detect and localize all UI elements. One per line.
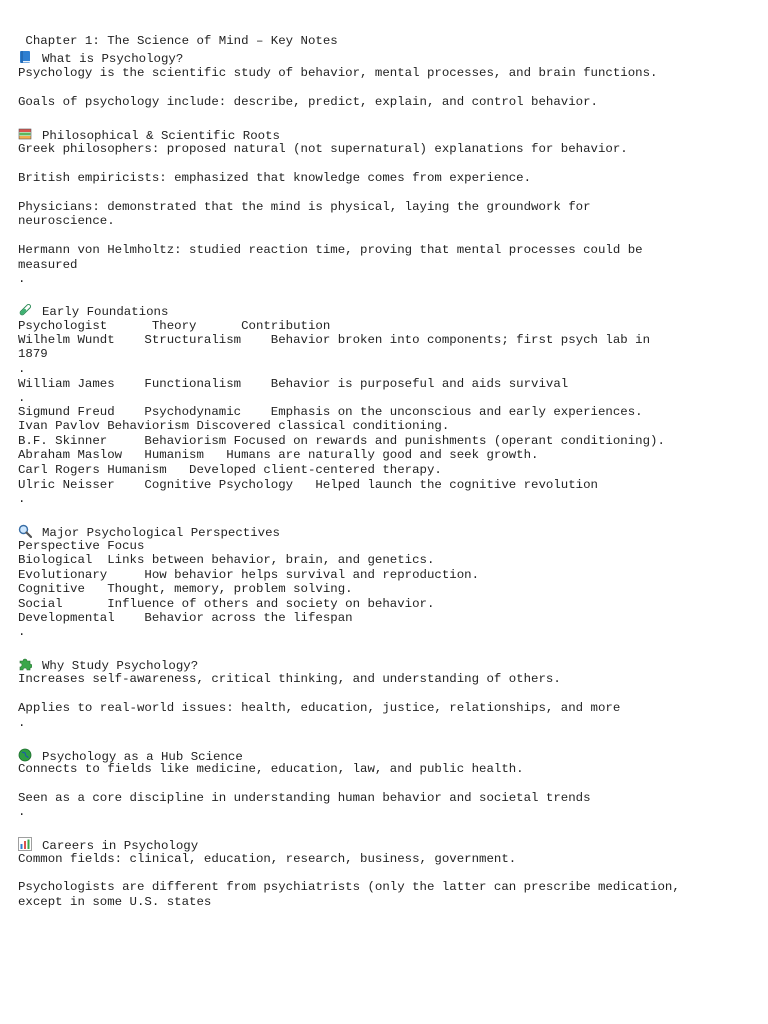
table-row: B.F. Skinner Behaviorism Focused on rewards and punishments (operant conditioning).	[18, 434, 665, 448]
table-row: Cognitive Thought, memory, problem solving.	[18, 582, 353, 596]
table-row: Biological Links between behavior, brain, and genetics.	[18, 553, 435, 567]
text-line: Psychology is the scientific study of behavior, mental processes, and brain functions.	[18, 66, 658, 80]
table-row: .	[18, 391, 26, 405]
text-line: Applies to real-world issues: health, education, justice, relationships, and more	[18, 701, 621, 715]
table-row: Wilhelm Wundt Structuralism Behavior broken into components; first psych lab in	[18, 333, 651, 347]
text-line: .	[18, 716, 26, 730]
book-icon	[18, 50, 32, 64]
section-heading-text: Early Foundations	[42, 305, 169, 319]
text-line: Seen as a core discipline in understanding human behavior and societal trends	[18, 791, 591, 805]
text-line: Common fields: clinical, education, research, business, government.	[18, 852, 517, 866]
section-heading-careers	[18, 837, 198, 853]
text-line: Hermann von Helmholtz: studied reaction time, proving that mental processes could be	[18, 243, 643, 257]
table-row: Ulric Neisser Cognitive Psychology Helped launch the cognitive revolution	[18, 478, 598, 492]
table-row: William James Functionalism Behavior is purposeful and aids survival	[18, 377, 569, 391]
section-heading-foundations	[18, 303, 168, 319]
text-line: Greek philosophers: proposed natural (not supernatural) explanations for behavior.	[18, 142, 628, 156]
globe-icon	[18, 748, 32, 762]
section-heading-roots	[18, 127, 280, 143]
text-line: British empiricists: emphasized that knowledge comes from experience.	[18, 171, 532, 185]
text-line: neuroscience.	[18, 214, 115, 228]
text-line: except in some U.S. states	[18, 895, 212, 909]
doc-title: Chapter 1: The Science of Mind – Key Notes	[18, 34, 338, 48]
text-line: Increases self-awareness, critical thinking, and understanding of others.	[18, 672, 561, 686]
text-line: measured	[18, 258, 78, 272]
section-heading-perspectives	[18, 524, 280, 540]
table-header: Perspective Focus	[18, 539, 145, 553]
text-line: Connects to fields like medicine, education, law, and public health.	[18, 762, 524, 776]
text-line: Goals of psychology include: describe, predict, explain, and control behavior.	[18, 95, 598, 109]
table-header: Psychologist Theory Contribution	[18, 319, 331, 333]
section-heading-text: Major Psychological Perspectives	[42, 526, 280, 540]
table-row: Ivan Pavlov Behaviorism Discovered classical conditioning.	[18, 419, 450, 433]
table-row: Abraham Maslow Humanism Humans are naturally good and seek growth.	[18, 448, 539, 462]
text-line: Psychologists are different from psychiatrists (only the latter can prescribe medication,	[18, 880, 680, 894]
section-heading-why	[18, 657, 198, 673]
section-heading-text: Why Study Psychology?	[42, 659, 199, 673]
section-heading-text: Philosophical & Scientific Roots	[42, 129, 280, 143]
books-icon	[18, 127, 32, 141]
section-heading-text: Psychology as a Hub Science	[42, 750, 243, 764]
text-line: .	[18, 272, 26, 286]
section-heading-what-is	[18, 50, 183, 66]
text-line: Physicians: demonstrated that the mind is physical, laying the groundwork for	[18, 200, 591, 214]
table-row: .	[18, 625, 26, 639]
bar-chart-icon	[18, 837, 32, 851]
table-row: Sigmund Freud Psychodynamic Emphasis on the unconscious and early experiences.	[18, 405, 643, 419]
text-line: .	[18, 805, 26, 819]
table-row: Carl Rogers Humanism Developed client-centered therapy.	[18, 463, 442, 477]
table-row: .	[18, 492, 26, 506]
section-heading-text: Careers in Psychology	[42, 839, 199, 853]
section-heading-text: What is Psychology?	[42, 52, 184, 66]
table-row: Evolutionary How behavior helps survival and reproduction.	[18, 568, 480, 582]
table-row: Developmental Behavior across the lifespan	[18, 611, 353, 625]
puzzle-icon	[18, 657, 32, 671]
table-row: Social Influence of others and society on behavior.	[18, 597, 435, 611]
test-tube-icon	[18, 303, 32, 317]
table-row: .	[18, 362, 26, 376]
magnifier-icon	[18, 524, 32, 538]
table-row: 1879	[18, 347, 48, 361]
